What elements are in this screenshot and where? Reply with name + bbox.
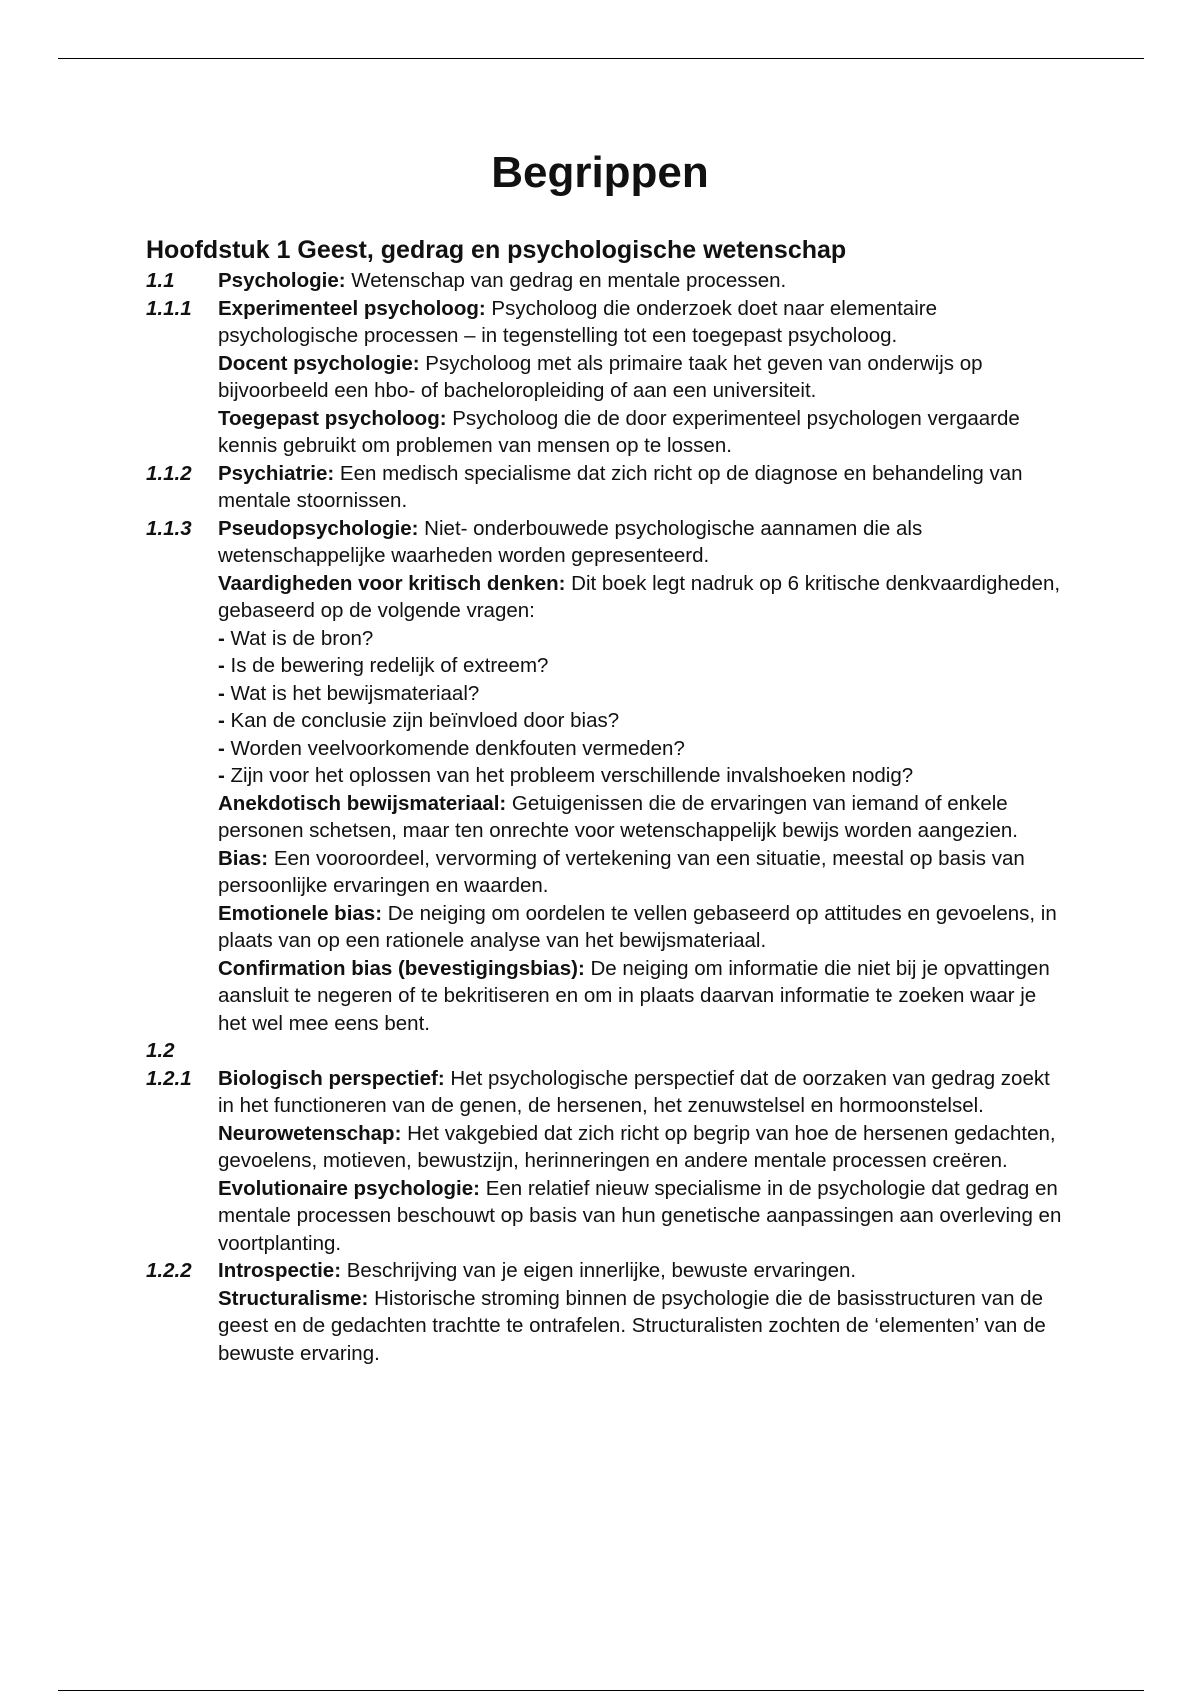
section-number: 1.2 [146,1039,175,1062]
definition-row [146,1120,1066,1175]
section-number [146,1120,218,1175]
bullet-text: Zijn voor het oplossen van het probleem verschillende invalshoeken nodig? [224,764,914,787]
definition-row [146,790,1066,845]
section-number [146,900,218,955]
bullet-dash: - [218,736,225,760]
definition-row [146,900,1066,955]
section-number [146,707,218,735]
section-number [146,350,218,405]
bullet-item [146,762,1066,790]
definition-row [146,1257,1066,1285]
top-rule [58,58,1144,59]
bullet-item [146,652,1066,680]
definition: Historische stroming binnen de psychologie die de basisstructuren van de geest en de gedachten trachtte te ontrafelen. Structuralisten zochten de ‘elementen’ van de bewuste ervaring. [218,1286,1046,1365]
section-number: 1.1.3 [146,516,192,540]
section-number [146,762,218,790]
term: Introspectie: [218,1259,342,1282]
section-number [146,845,218,900]
definition: Een vooroordeel, vervorming of vertekening van een situatie, meestal op basis van persoonlijke ervaringen en waarden. [218,846,1025,897]
bullet-text: Worden veelvoorkomende denkfouten vermeden? [224,736,685,760]
section-number [146,735,218,763]
page-title: Begrippen [491,148,709,197]
bullet-text: Wat is de bron? [224,626,374,650]
section-number: 1.1.1 [146,296,192,320]
bullet-dash: - [218,709,225,732]
definition-row [146,295,1066,350]
term: Docent psychologie: [218,351,420,375]
bullet-item [146,707,1066,735]
definition: Niet- onderbouwede psychologische aannamen die als wetenschappelijke waarheden worden gepresenteerd. [218,516,923,567]
section-number [146,1285,218,1368]
term: Pseudopsychologie: [218,516,419,540]
definition: Getuigenissen die de ervaringen van iemand of enkele personen schetsen, maar ten onrechte voor wetenschappelijk bewijs worden aangezien. [218,791,1018,842]
term: Anekdotisch bewijsmateriaal: [218,791,507,815]
section-number [146,625,218,653]
definition-row [146,350,1066,405]
definition: De neiging om oordelen te vellen gebaseerd op attitudes en gevoelens, in plaats van op een rationele analyse van het bewijsmateriaal. [218,901,1057,952]
definition-row [146,570,1066,625]
term: Neurowetenschap: [218,1121,402,1145]
bullet-item [146,735,1066,763]
definition-row [146,845,1066,900]
section-number [146,680,218,708]
definition-row [146,460,1066,515]
definition: Een medisch specialisme dat zich richt op de diagnose en behandeling van mentale stoornissen. [218,461,1023,512]
term: Emotionele bias: [218,901,383,925]
term: Toegepast psycholoog: [218,406,447,430]
term: Psychologie: [218,269,346,292]
definition: Psycholoog met als primaire taak het geven van onderwijs op bijvoorbeeld een hbo- of bacheloropleiding of aan een universiteit. [218,351,983,402]
bullet-text: Wat is het bewijsmateriaal? [224,681,480,705]
bullet-dash: - [218,654,225,677]
term: Evolutionaire psychologie: [218,1176,480,1200]
definition: Psycholoog die onderzoek doet naar elementaire psychologische processen – in tegenstelling tot een toegepast psycholoog. [218,296,937,347]
section-number [146,790,218,845]
definition: Het psychologische perspectief dat de oorzaken van gedrag zoekt in het functioneren van de genen, de hersenen, het zenuwstelsel en hormoonstelsel. [218,1066,1050,1117]
section-number: 1.1.2 [146,461,192,485]
definition-row [146,955,1066,1038]
definition-row [146,1285,1066,1368]
definition: De neiging om informatie die niet bij je opvattingen aansluit te negeren of te bekritiseren en om in plaats daarvan informatie te zoeken waar je het wel mee eens bent. [218,956,1050,1035]
bottom-rule [58,1690,1144,1691]
definition: Een relatief nieuw specialisme in de psychologie dat gedrag en mentale processen beschouwt op basis van hun genetische aanpassingen aan overleving en voortplanting. [218,1176,1062,1255]
bullet-item [146,625,1066,653]
term: Experimenteel psycholoog: [218,296,486,320]
bullet-text: Kan de conclusie zijn beïnvloed door bias? [224,709,620,732]
section-number [146,1175,218,1258]
bullet-text: Is de bewering redelijk of extreem? [224,654,549,677]
term: Biologisch perspectief: [218,1066,445,1090]
section-number [146,405,218,460]
bullet-dash: - [218,626,225,650]
definition: Beschrijving van je eigen innerlijke, bewuste ervaringen. [341,1259,857,1282]
section-heading-row [146,1037,1066,1065]
definition-row [146,1175,1066,1258]
section-number: 1.2.2 [146,1259,192,1282]
chapter-heading: Hoofdstuk 1 Geest, gedrag en psychologische wetenschap [146,236,847,264]
section-number: 1.1 [146,269,175,292]
section-number [146,570,218,625]
bullet-dash: - [218,764,225,787]
term: Confirmation bias (bevestigingsbias): [218,956,585,980]
definition: Het vakgebied dat zich richt op begrip van hoe de hersenen gedachten, gevoelens, motieven, bewustzijn, herinneringen en andere mentale processen creëren. [218,1121,1056,1172]
definition: Wetenschap van gedrag en mentale processen. [345,269,787,292]
section-number [146,955,218,1038]
term: Vaardigheden voor kritisch denken: [218,571,566,595]
definition: Psycholoog die de door experimenteel psychologen vergaarde kennis gebruikt om problemen van mensen op te lossen. [218,406,1020,457]
definition-row [146,267,1066,295]
bullet-item [146,680,1066,708]
definitions-list [146,267,1066,1367]
bullet-dash: - [218,681,225,705]
definition: Dit boek legt nadruk op 6 kritische denkvaardigheden, gebaseerd op de volgende vragen: [218,571,1061,622]
definition-row [146,515,1066,570]
section-number: 1.2.1 [146,1066,192,1090]
term: Bias: [218,846,269,870]
definition-row [146,405,1066,460]
definition-row [146,1065,1066,1120]
term: Psychiatrie: [218,461,335,485]
section-number [146,652,218,680]
term: Structuralisme: [218,1286,369,1310]
